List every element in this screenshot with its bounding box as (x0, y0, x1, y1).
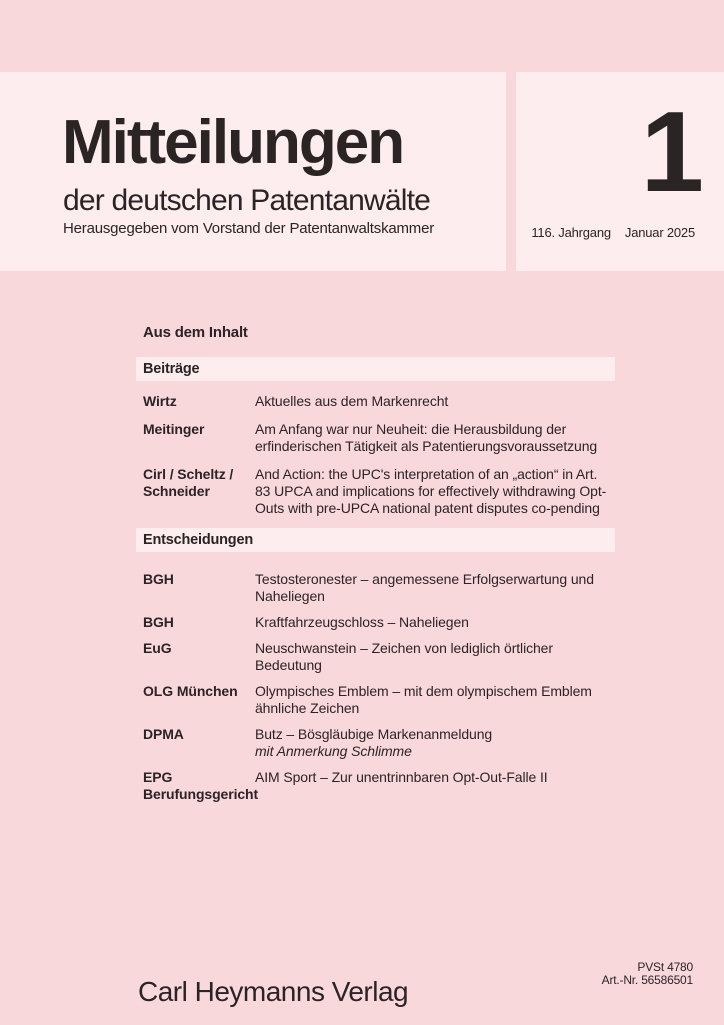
journal-publisher-line: Herausgegeben vom Vorstand der Patentanwaltskammer (63, 220, 435, 237)
toc-title (255, 726, 615, 760)
toc-title: Olympisches Emblem – mit dem olympischem Emblem ähnliche Zeichen (255, 683, 592, 716)
toc-title: And Action: the UPC's interpretation of an „action“ in Art. 83 UPCA and implications for effectively withdrawing Opt-Outs with pre-UPCA national patent disputes co-pending (255, 466, 607, 516)
contents-heading: Aus dem Inhalt (143, 324, 248, 341)
issue-date: Januar 2025 (624, 225, 695, 240)
toc-title: Kraftfahrzeugschloss – Naheliegen (255, 614, 469, 630)
toc-title-text: Butz – Bösgläubige Markenanmeldung (255, 726, 493, 742)
toc-row (136, 726, 615, 760)
toc-author: BGH (143, 614, 174, 630)
toc-author: Meitinger (143, 421, 205, 437)
issue-volume: 116. Jahrgang (531, 225, 611, 240)
publisher-name: Carl Heymanns Verlag (138, 976, 409, 1007)
toc-author: DPMA (143, 726, 184, 742)
toc-annotation: mit Anmerkung Schlimme (255, 743, 412, 759)
toc-title: Aktuelles aus dem Markenrecht (255, 393, 449, 409)
toc-title: Neuschwanstein – Zeichen von lediglich örtlicher Bedeutung (255, 640, 553, 673)
toc-row (136, 640, 615, 674)
journal-subtitle: der deutschen Patentanwälte (63, 184, 431, 217)
section-band-entscheidungen: Entscheidungen (136, 528, 615, 552)
toc-row (136, 614, 615, 631)
issue-number: 1 (640, 89, 704, 216)
toc-title: Testosteronester – angemessene Erfolgserwartung und Naheliegen (255, 571, 594, 604)
toc-title: AIM Sport – Zur unentrinnbaren Opt-Out-Falle II (255, 769, 548, 785)
toc-author: Cirl / Scheltz / Schneider (143, 466, 234, 499)
table-of-contents (136, 324, 615, 812)
journal-title: Mitteilungen (62, 108, 404, 177)
toc-row (136, 421, 615, 455)
toc-author: EuG (143, 640, 172, 656)
article-number: Art.-Nr. 56586501 (601, 973, 693, 987)
issue-panel (516, 72, 724, 271)
masthead-panel (0, 72, 506, 271)
section-entscheidungen (136, 571, 615, 803)
toc-row (136, 466, 615, 517)
issue-meta (531, 225, 695, 240)
toc-row (136, 683, 615, 717)
section-band-beitraege: Beiträge (136, 357, 615, 381)
toc-title: Am Anfang war nur Neuheit: die Herausbildung der erfinderischen Tätigkeit als Patentierungsvoraussetzung (255, 421, 598, 454)
toc-row (136, 769, 615, 803)
toc-author: BGH (143, 571, 174, 587)
toc-author: Wirtz (143, 393, 177, 409)
toc-author: EPG Berufungsgericht (143, 769, 259, 802)
toc-row (136, 393, 615, 410)
footer-meta (602, 961, 693, 987)
postal-id: PVSt 4780 (637, 960, 693, 974)
toc-author: OLG München (143, 683, 238, 699)
toc-row (136, 571, 615, 605)
section-beitraege (136, 393, 615, 517)
